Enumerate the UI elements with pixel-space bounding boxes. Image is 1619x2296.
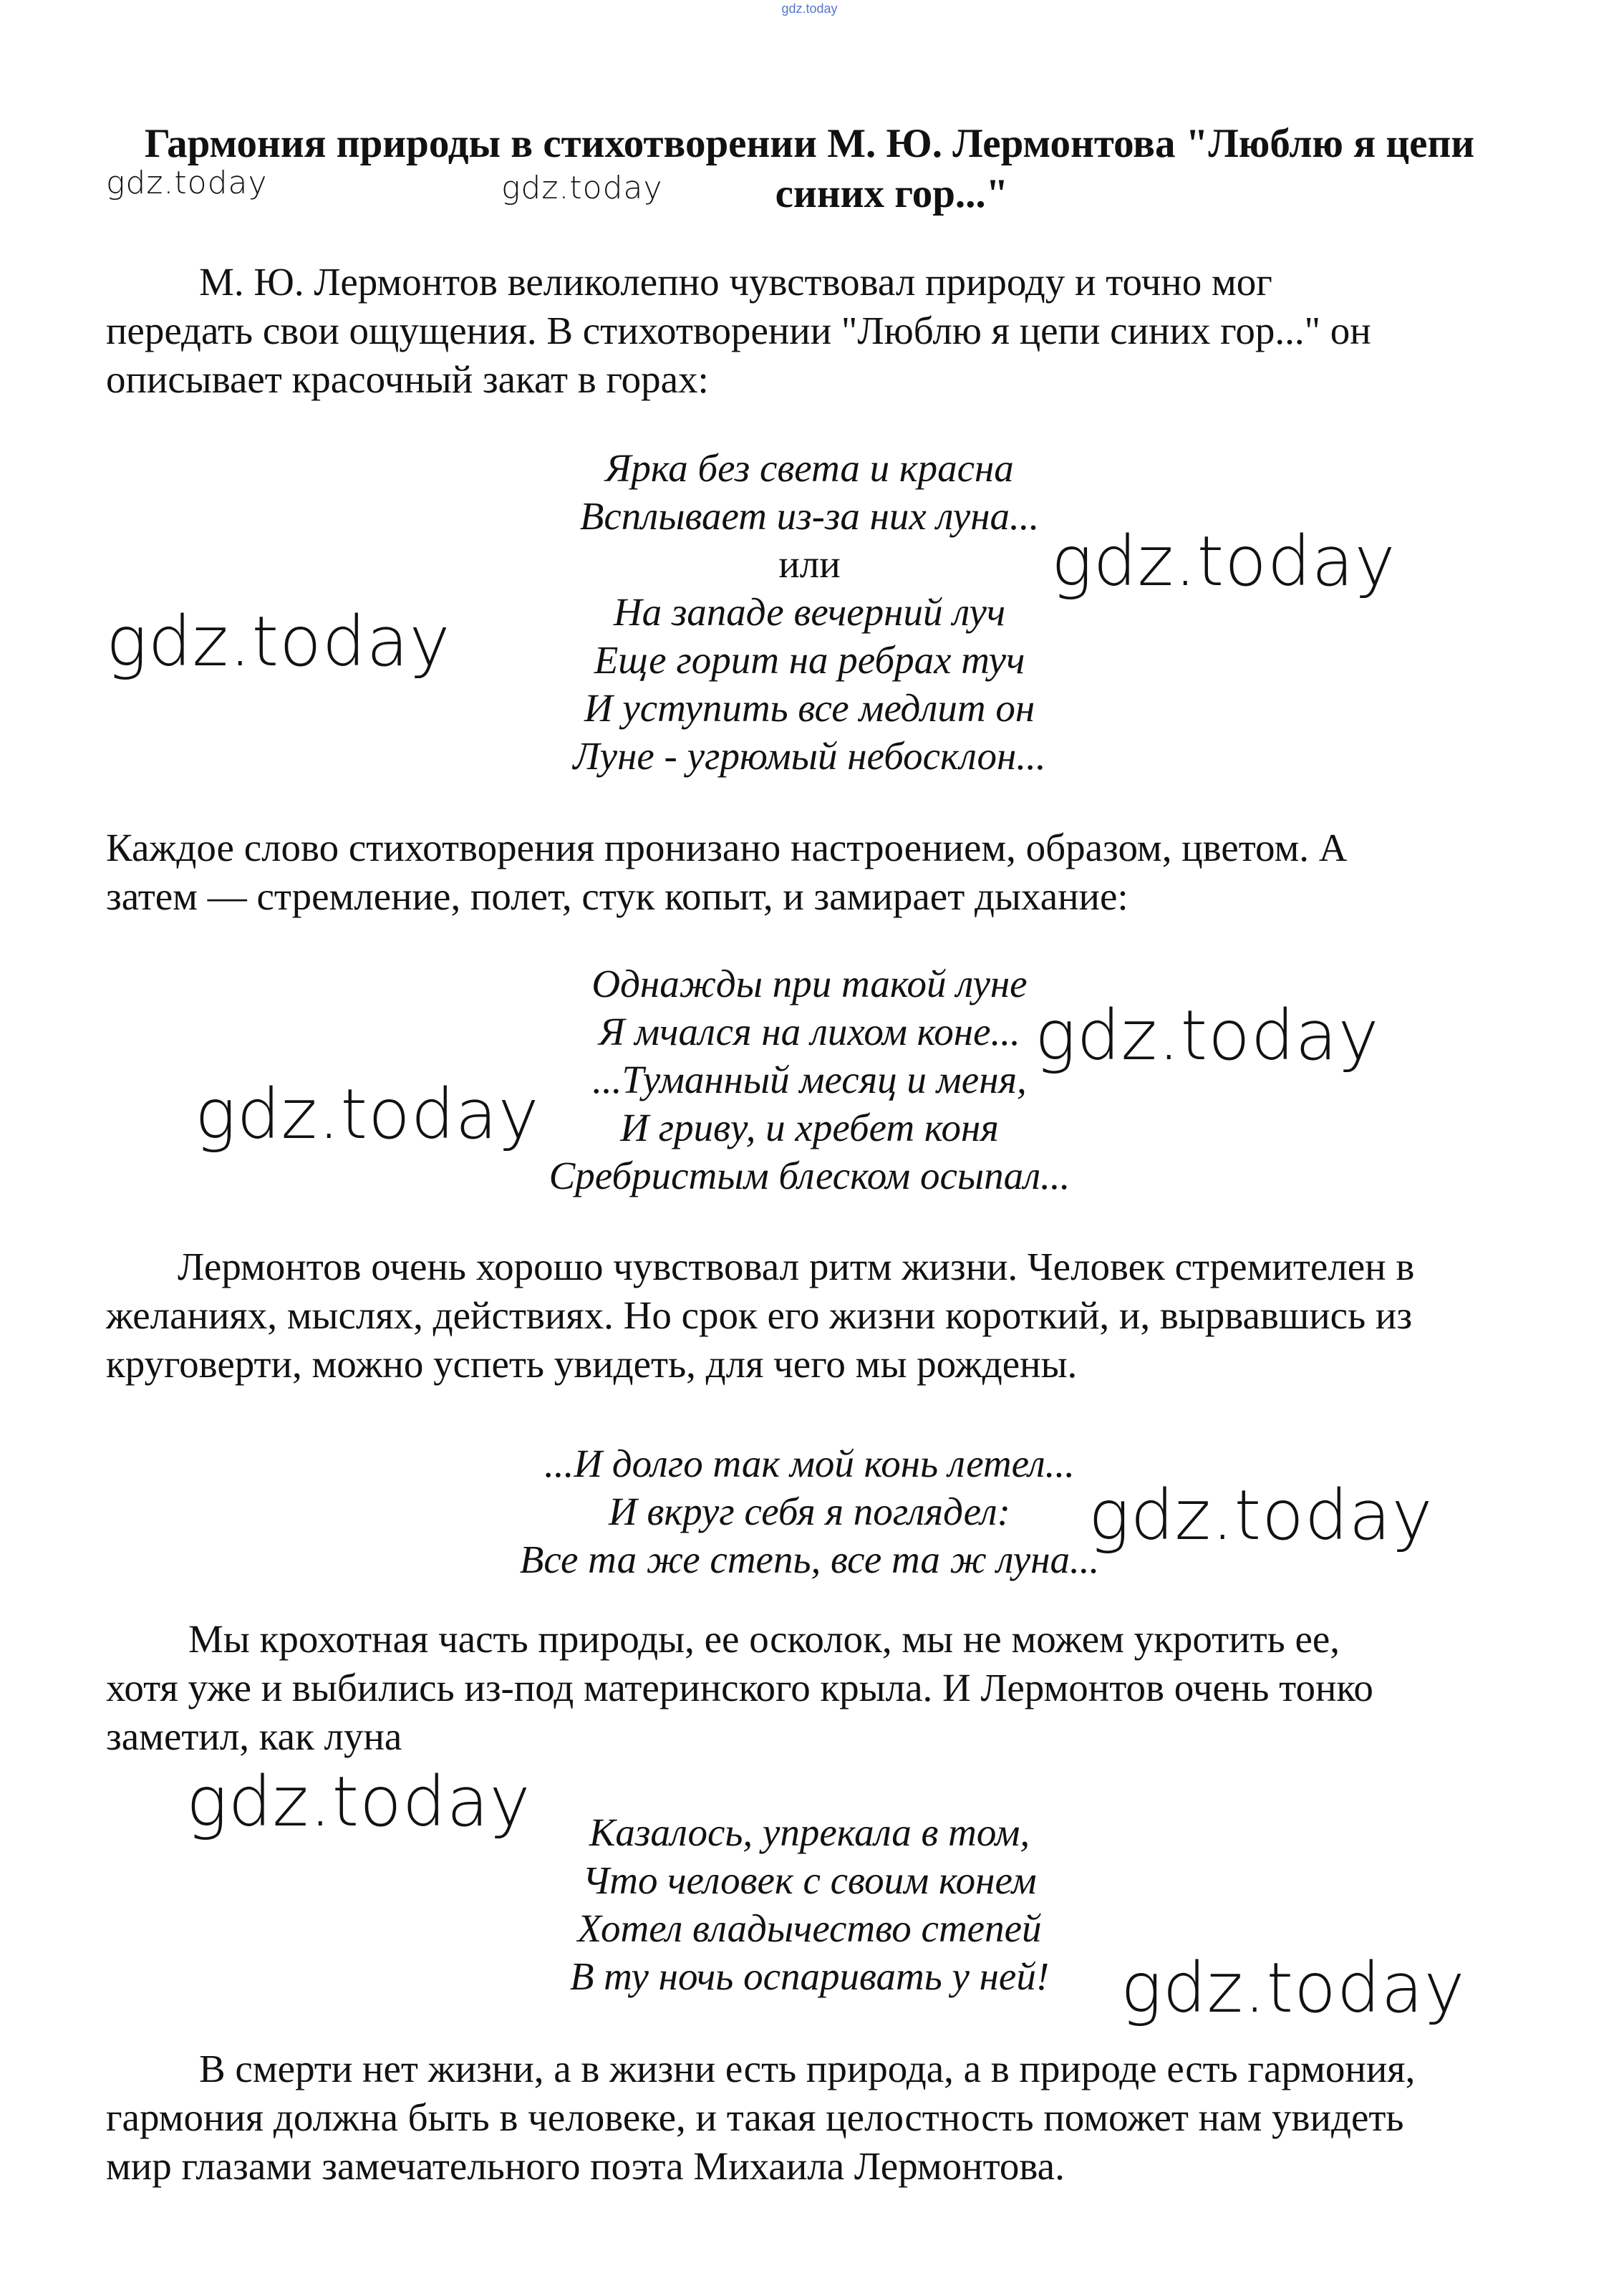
- verse-line: И уступить все медлит он: [584, 686, 1035, 730]
- verse-line: Все та же степь, все та ж луна...: [519, 1538, 1100, 1581]
- paragraph-line: В смерти нет жизни, а в жизни есть природа, а в природе есть гармония,: [199, 2047, 1416, 2090]
- verse-line: Я мчался на лихом коне...: [599, 1010, 1020, 1053]
- paragraph-line: Мы крохотная часть природы, ее осколок, мы не можем укротить ее,: [188, 1617, 1340, 1661]
- verse-line: Еще горит на ребрах туч: [594, 638, 1025, 682]
- paragraph-line: мир глазами замечательного поэта Михаила Лермонтова.: [106, 2144, 1065, 2188]
- verse-line: И вкруг себя я поглядел:: [609, 1490, 1010, 1533]
- verse-line: Что человек с своим конем: [582, 1858, 1037, 1902]
- verse-line: Луне - угрюмый небосклон...: [573, 734, 1046, 778]
- watermark-text: gdz.today: [195, 1074, 540, 1154]
- paragraph-line: М. Ю. Лермонтов великолепно чувствовал природу и точно мог: [199, 260, 1272, 304]
- paragraph-3: [106, 1243, 1524, 1389]
- paragraph-line: заметил, как луна: [106, 1714, 402, 1758]
- verse-line: ...Туманный месяц и меня,: [592, 1058, 1027, 1101]
- paragraph-5: [106, 2045, 1524, 2191]
- watermark-text: gdz.today: [501, 170, 663, 206]
- watermark-text: gdz.today: [1051, 521, 1396, 602]
- verse-line: Всплывает из-за них луна...: [579, 494, 1040, 538]
- watermark-text: gdz.today: [106, 602, 451, 682]
- watermark-text: gdz.today: [186, 1762, 531, 1842]
- paragraph-line: затем — стремление, полет, стук копыт, и замирает дыхание:: [106, 874, 1129, 918]
- watermark-text: gdz.today: [1035, 995, 1380, 1076]
- paragraph-line: Каждое слово стихотворения пронизано настроением, образом, цветом. А: [106, 826, 1348, 869]
- paragraph-line: гармония должна быть в человеке, и такая целостность поможет нам увидеть: [106, 2095, 1404, 2139]
- verse-line: Ярка без света и красна: [605, 446, 1014, 490]
- watermark-text: gdz.today: [106, 165, 268, 201]
- paragraph-line: передать свои ощущения. В стихотворении "Люблю я цепи синих гор..." он: [106, 309, 1371, 352]
- verse-line: И гриву, и хребет коня: [620, 1106, 999, 1149]
- verse-line: ...И долго так мой конь летел...: [544, 1442, 1075, 1485]
- watermark-text: gdz.today: [1121, 1948, 1466, 2028]
- paragraph-line: круговерти, можно успеть увидеть, для чего мы рождены.: [106, 1342, 1078, 1386]
- verse-line: Однажды при такой луне: [591, 962, 1028, 1005]
- paragraph-1: [106, 258, 1524, 404]
- verse-connector: или: [778, 542, 841, 586]
- verse-line: Хотел владычество степей: [577, 1906, 1042, 1950]
- page-title-line-1: Гармония природы в стихотворении М. Ю. Лермонтова "Люблю я цепи: [144, 121, 1475, 166]
- paragraph-line: Лермонтов очень хорошо чувствовал ритм жизни. Человек стремителен в: [178, 1245, 1415, 1288]
- verse-line: Казалось, упрекала в том,: [589, 1810, 1030, 1854]
- paragraph-line: описывает красочный закат в горах:: [106, 357, 709, 401]
- page-title-line-2: синих гор...": [775, 171, 1009, 216]
- paragraph-line: хотя уже и выбились из-под материнского крыла. И Лермонтов очень тонко: [106, 1666, 1373, 1709]
- verse-line: На западе вечерний луч: [613, 590, 1006, 634]
- verse-line: В ту ночь оспаривать у ней!: [569, 1954, 1050, 1998]
- verse-line: Сребристым блеском осыпал...: [548, 1154, 1071, 1197]
- top-link[interactable]: gdz.today: [781, 1, 838, 16]
- paragraph-2: [106, 824, 1524, 921]
- paragraph-4: [106, 1615, 1524, 1761]
- paragraph-line: желаниях, мыслях, действиях. Но срок его жизни короткий, и, вырвавшись из: [106, 1293, 1413, 1337]
- watermark-text: gdz.today: [1088, 1475, 1434, 1555]
